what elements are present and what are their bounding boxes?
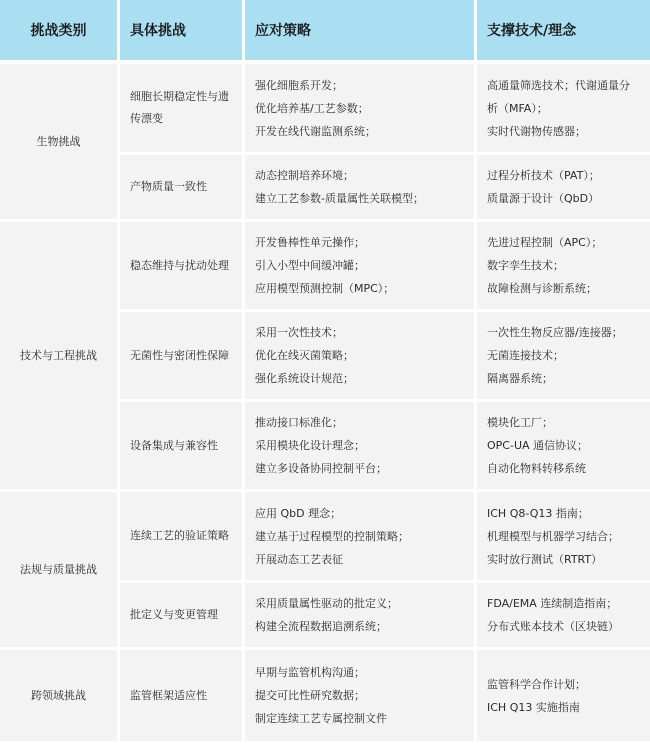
table-row	[0, 222, 650, 312]
header-challenge: 具体挑战	[120, 0, 245, 64]
challenge-cell: 产物质量一致性	[120, 155, 245, 222]
strategy-cell: 强化细胞系开发； 优化培养基/工艺参数； 开发在线代谢监测系统；	[245, 64, 477, 155]
header-category: 挑战类别	[0, 0, 120, 64]
technology-cell: FDA/EMA 连续制造指南； 分布式账本技术（区块链）	[477, 583, 650, 650]
table-row	[0, 64, 650, 155]
strategy-cell: 开发鲁棒性单元操作； 引入小型中间缓冲罐； 应用模型预测控制（MPC）；	[245, 222, 477, 312]
challenge-cell: 稳态维持与扰动处理	[120, 222, 245, 312]
technology-cell: 过程分析技术（PAT）； 质量源于设计（QbD）	[477, 155, 650, 222]
header-strategy: 应对策略	[245, 0, 477, 64]
strategy-cell: 推动接口标准化； 采用模块化设计理念； 建立多设备协同控制平台；	[245, 402, 477, 492]
strategy-cell: 应用 QbD 理念； 建立基于过程模型的控制策略； 开展动态工艺表征	[245, 492, 477, 583]
header-row	[0, 0, 650, 64]
header-technology: 支撑技术/理念	[477, 0, 650, 64]
category-cell: 法规与质量挑战	[0, 492, 120, 650]
strategy-cell: 动态控制培养环境； 建立工艺参数-质量属性关联模型；	[245, 155, 477, 222]
technology-cell: 监管科学合作计划； ICH Q13 实施指南	[477, 650, 650, 744]
challenge-cell: 监管框架适应性	[120, 650, 245, 744]
category-cell: 生物挑战	[0, 64, 120, 222]
technology-cell: 先进过程控制（APC）； 数字孪生技术； 故障检测与诊断系统；	[477, 222, 650, 312]
technology-cell: 高通量筛选技术；代谢通量分 析（MFA）； 实时代谢物传感器；	[477, 64, 650, 155]
table-row	[0, 492, 650, 583]
technology-cell: ICH Q8-Q13 指南； 机理模型与机器学习结合； 实时放行测试（RTRT）	[477, 492, 650, 583]
strategy-cell: 早期与监管机构沟通； 提交可比性研究数据； 制定连续工艺专属控制文件	[245, 650, 477, 744]
strategy-cell: 采用一次性技术； 优化在线灭菌策略； 强化系统设计规范；	[245, 312, 477, 402]
category-cell: 跨领域挑战	[0, 650, 120, 744]
challenge-cell: 细胞长期稳定性与遗 传漂变	[120, 64, 245, 155]
challenge-cell: 批定义与变更管理	[120, 583, 245, 650]
technology-cell: 模块化工厂； OPC-UA 通信协议； 自动化物料转移系统	[477, 402, 650, 492]
challenge-cell: 连续工艺的验证策略	[120, 492, 245, 583]
strategy-cell: 采用质量属性驱动的批定义； 构建全流程数据追溯系统；	[245, 583, 477, 650]
challenge-cell: 无菌性与密闭性保障	[120, 312, 245, 402]
challenge-cell: 设备集成与兼容性	[120, 402, 245, 492]
table-row	[0, 650, 650, 744]
category-cell: 技术与工程挑战	[0, 222, 120, 492]
technology-cell: 一次性生物反应器/连接器； 无菌连接技术； 隔离器系统；	[477, 312, 650, 402]
